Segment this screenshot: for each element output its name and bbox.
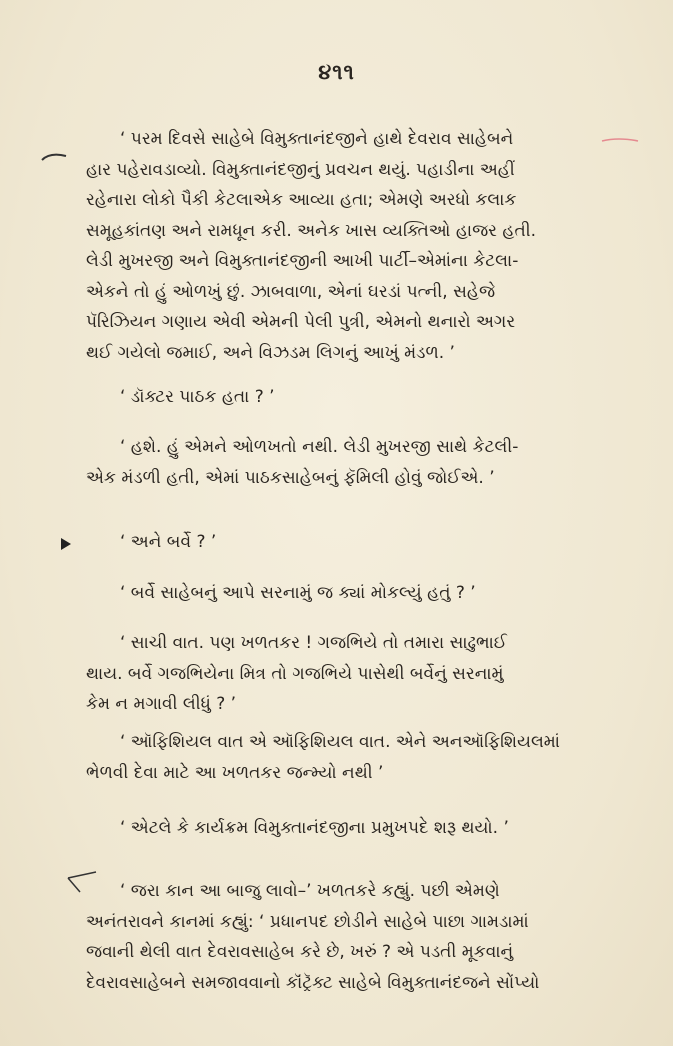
text-line: ‘ અને બર્વે ? ’ (120, 532, 217, 552)
text-line: જવાની થેલી વાત દેવરાવસાહેબ કરે છે, ખરું ? એ પડતી મૂકવાનું (86, 942, 514, 962)
text-line: ભેળવી દેવા માટે આ ખળતકર જન્મ્યો નથી ’ (86, 762, 384, 783)
paragraph (86, 124, 616, 368)
text-line: ‘ ઑફિશિયલ વાત એ ઑફિશિયલ વાત. એને અનઑફિશિયલમાં (120, 732, 560, 752)
text-line: સમૂહકાંતણ અને રામધૂન કરી. અનેક ખાસ વ્યક્તિઓ હાજર હતી. (86, 220, 536, 241)
text-line: હાર પહેરાવડાવ્યો. વિમુક્તાનંદજીનું પ્રવચન થયું. પહાડીના અહીં (86, 159, 515, 180)
text-line: કેમ ન મગાવી લીધું ? ’ (86, 694, 237, 714)
text-line: થઈ ગયેલો જમાઈ, અને વિઝડમ લિગનું આખું મંડળ. ’ (86, 342, 455, 363)
text-line: રહેનારા લોકો પૈકી કેટલાએક આવ્યા હતા; એમણે અરધો કલાક (86, 190, 517, 210)
text-line: ‘ સાચી વાત. પણ ખળતકર ! ગજભિયે તો તમારા સાઢુભાઈ (120, 633, 507, 653)
text-line: પૅરિઝિયન ગણાય એવી એમની પેલી પુત્રી, એમનો થનારો અગર (86, 312, 516, 332)
text-line: થાય. બર્વે ગજભિયેના મિત્ર તો ગજભિયે પાસેથી બર્વેનું સરનામું (86, 663, 504, 684)
page-number: ૪૧૧ (318, 60, 355, 84)
text-line: ‘ હશે. હું એમને ઓળખતો નથી. લેડી મુખરજી સાથે કેટલી- (120, 437, 519, 457)
text-line: એકને તો હું ઓળખું છું. ઝાબવાળા, એનાં ઘરડાં પત્ની, સહેજે (86, 281, 496, 302)
text-line: ‘ બર્વે સાહેબનું આપે સરનામું જ ક્યાં મોકલ્યું હતું ? ’ (120, 583, 476, 603)
text-line: ‘ પરમ દિવસે સાહેબે વિમુક્તાનંદજીને હાથે દેવરાવ સાહેબને (120, 129, 514, 149)
margin-arrow-mark (58, 536, 74, 552)
body-text (86, 432, 616, 493)
body-text (86, 727, 616, 788)
body-text (86, 628, 616, 720)
text-line: ‘ ડૉક્ટર પાઠક હતા ? ’ (120, 387, 275, 407)
text-line: લેડી મુખરજી અને વિમુક્તાનંદજીની આખી પાર્ટી–એમાંના કેટલા- (86, 251, 519, 271)
text-line: અનંતરાવને કાનમાં કહ્યું: ‘ પ્રધાનપદ છોડીને સાહેબે પાછા ગામડામાં (86, 911, 529, 932)
text-line: ‘ જરા કાન આ બાજુ લાવો–’ ખળતકરે કહ્યું. પછી એમણે (120, 881, 500, 901)
text-line: દેવરાવસાહેબને સમજાવવાનો કૉંટ્રૅક્ટ સાહેબે વિમુક્તાનંદજને સોંપ્યો (86, 972, 540, 993)
margin-tick-mark (40, 150, 68, 164)
body-text (86, 876, 616, 998)
body-text (86, 813, 616, 844)
body-text (86, 382, 616, 413)
body-text (86, 578, 616, 609)
body-text (86, 527, 616, 558)
body-text (86, 124, 616, 368)
text-line: ‘ એટલે કે કાર્યક્રમ વિમુક્તાનંદજીના પ્રમુખપદે શરૂ થયો. ’ (120, 818, 509, 838)
text-line: એક મંડળી હતી, એમાં પાઠકસાહેબનું ફૅમિલી હોવું જોઈએ. ’ (86, 467, 495, 488)
